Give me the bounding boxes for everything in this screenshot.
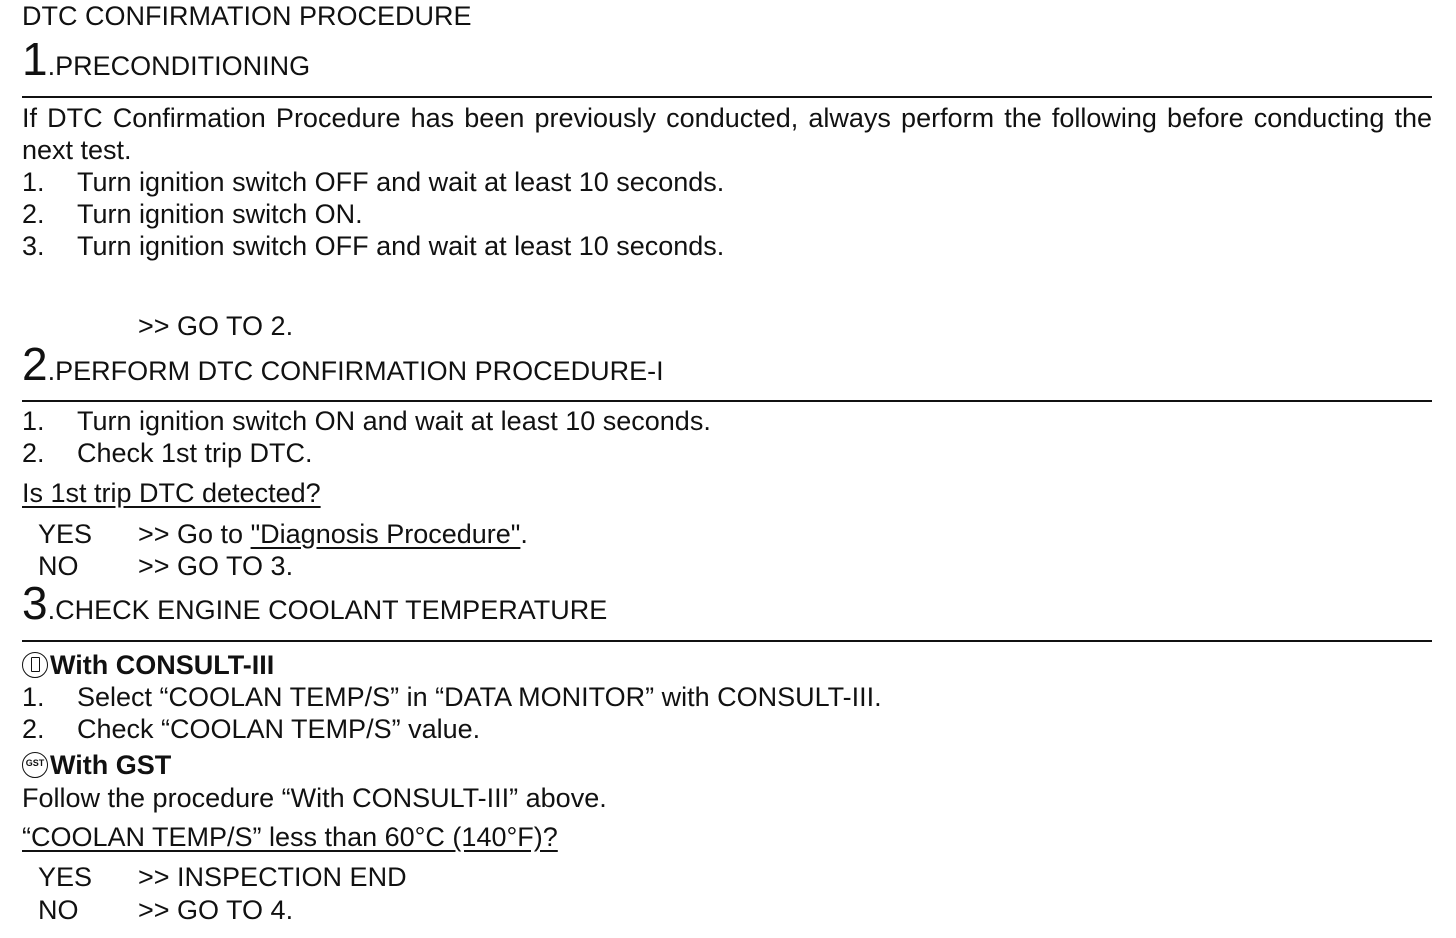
answer-row bbox=[22, 894, 293, 926]
answer-suffix: . bbox=[520, 519, 528, 549]
goto-link[interactable]: >> GO TO 2. bbox=[138, 311, 294, 341]
answer-key: YES bbox=[38, 862, 93, 892]
document-title: DTC CONFIRMATION PROCEDURE bbox=[22, 1, 472, 31]
list-text: Select “COOLAN TEMP/S” in “DATA MONITOR” with CONSULT-III. bbox=[77, 682, 882, 712]
decision-question: “COOLAN TEMP/S” less than 60°C (140°F)? bbox=[22, 822, 558, 852]
list-item bbox=[22, 437, 313, 469]
list-item bbox=[22, 681, 882, 713]
gst-label: With GST bbox=[50, 750, 172, 780]
step-dot: . bbox=[47, 51, 56, 81]
list-number: 1. bbox=[22, 406, 45, 436]
step-2-heading bbox=[22, 338, 664, 390]
step-1-heading bbox=[22, 33, 311, 85]
divider bbox=[22, 400, 1432, 402]
step-number: 1 bbox=[22, 33, 48, 85]
answer-row bbox=[22, 861, 407, 893]
answer-key: NO bbox=[38, 895, 79, 925]
list-item bbox=[22, 198, 363, 230]
step-title: PRECONDITIONING bbox=[55, 51, 311, 81]
answer-row bbox=[22, 518, 528, 550]
list-item bbox=[22, 166, 724, 198]
gst-heading bbox=[22, 749, 171, 781]
divider bbox=[22, 96, 1432, 98]
diagnosis-procedure-link[interactable]: "Diagnosis Procedure" bbox=[250, 519, 521, 549]
list-text: Turn ignition switch ON and wait at least 10 seconds. bbox=[77, 406, 711, 436]
list-number: 1. bbox=[22, 682, 45, 712]
list-number: 3. bbox=[22, 231, 45, 261]
list-text: Turn ignition switch OFF and wait at least 10 seconds. bbox=[77, 167, 725, 197]
list-number: 2. bbox=[22, 199, 45, 229]
goto-link[interactable]: >> GO TO 4. bbox=[138, 895, 294, 925]
gst-icon-text: GST bbox=[25, 758, 45, 768]
consult-label: With CONSULT-III bbox=[50, 650, 275, 680]
step-title: CHECK ENGINE COOLANT TEMPERATURE bbox=[55, 595, 608, 625]
gst-instruction: Follow the procedure “With CONSULT-III” above. bbox=[22, 783, 607, 813]
step-3-heading bbox=[22, 577, 608, 629]
decision-question: Is 1st trip DTC detected? bbox=[22, 478, 321, 508]
list-number: 2. bbox=[22, 438, 45, 468]
list-item bbox=[22, 405, 711, 437]
answer-row bbox=[22, 550, 293, 582]
step-dot: . bbox=[47, 595, 56, 625]
divider bbox=[22, 640, 1432, 642]
list-text: Turn ignition switch ON. bbox=[77, 199, 363, 229]
gst-icon bbox=[22, 752, 48, 778]
answer-key: NO bbox=[38, 551, 79, 581]
list-item bbox=[22, 230, 724, 262]
answer-key: YES bbox=[38, 519, 93, 549]
list-text: Check “COOLAN TEMP/S” value. bbox=[77, 714, 481, 744]
list-item bbox=[22, 713, 480, 745]
list-text: Turn ignition switch OFF and wait at least 10 seconds. bbox=[77, 231, 725, 261]
step-1-intro: If DTC Confirmation Procedure has been previously conducted, always perform the following before conducting the next test. bbox=[22, 103, 1432, 165]
answer-text: >> INSPECTION END bbox=[138, 862, 407, 892]
list-number: 1. bbox=[22, 167, 45, 197]
list-text: Check 1st trip DTC. bbox=[77, 438, 313, 468]
step-number: 3 bbox=[22, 577, 48, 629]
step-number: 2 bbox=[22, 338, 48, 390]
step-dot: . bbox=[47, 356, 56, 386]
answer-prefix: >> Go to bbox=[138, 519, 251, 549]
goto-link[interactable]: >> GO TO 3. bbox=[138, 551, 294, 581]
consult-iii-icon bbox=[22, 652, 48, 678]
step-title: PERFORM DTC CONFIRMATION PROCEDURE-I bbox=[55, 356, 664, 386]
consult-heading bbox=[22, 649, 274, 681]
list-number: 2. bbox=[22, 714, 45, 744]
